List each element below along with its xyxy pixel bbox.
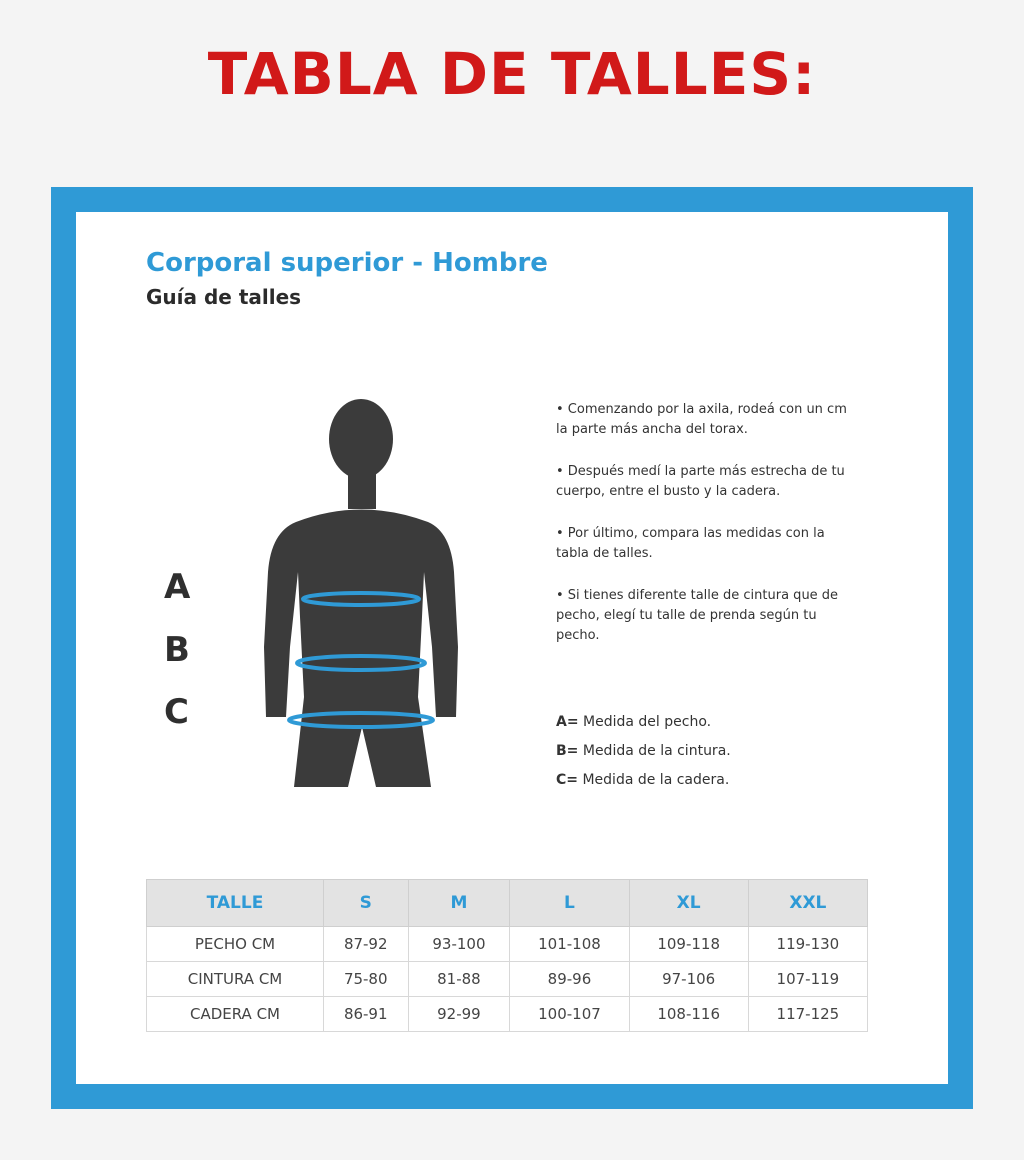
table-cell: 92-99	[408, 997, 510, 1032]
table-row	[147, 997, 868, 1032]
table-cell: 100-107	[510, 997, 629, 1032]
table-cell: 89-96	[510, 962, 629, 997]
legend-b	[556, 737, 876, 766]
legend-c-key: C=	[556, 772, 579, 788]
header-m: M	[408, 880, 510, 927]
row-label: PECHO CM	[147, 927, 324, 962]
table-cell: 108-116	[629, 997, 748, 1032]
size-table	[146, 879, 868, 1032]
measurement-legend	[556, 708, 876, 795]
table-cell: 86-91	[323, 997, 408, 1032]
row-label: CINTURA CM	[147, 962, 324, 997]
table-cell: 81-88	[408, 962, 510, 997]
legend-b-key: B=	[556, 743, 579, 759]
card-subtitle: Guía de talles	[146, 285, 302, 309]
table-cell: 97-106	[629, 962, 748, 997]
table-cell: 109-118	[629, 927, 748, 962]
legend-a-key: A=	[556, 714, 579, 730]
table-cell: 119-130	[748, 927, 867, 962]
table-cell: 93-100	[408, 927, 510, 962]
size-guide-card	[76, 212, 948, 1084]
table-row	[147, 962, 868, 997]
card-title: Corporal superior - Hombre	[146, 248, 548, 278]
page-title: TABLA DE TALLES:	[207, 40, 817, 108]
header-l: L	[510, 880, 629, 927]
instruction-1: • Comenzando por la axila, rodeá con un cm la parte más ancha del torax.	[556, 402, 847, 437]
instructions	[556, 400, 861, 668]
table-cell: 107-119	[748, 962, 867, 997]
body-silhouette	[236, 397, 496, 787]
letter-b: B	[164, 630, 190, 670]
table-cell: 87-92	[323, 927, 408, 962]
legend-b-text: Medida de la cintura.	[582, 743, 731, 759]
table-cell: 117-125	[748, 997, 867, 1032]
header-talle: TALLE	[147, 880, 324, 927]
legend-a-text: Medida del pecho.	[583, 714, 712, 730]
letter-c: C	[164, 692, 189, 732]
legend-c	[556, 766, 876, 795]
instruction-2: • Después medí la parte más estrecha de tu cuerpo, entre el busto y la cadera.	[556, 464, 845, 499]
header-xxl: XXL	[748, 880, 867, 927]
letter-a: A	[164, 567, 191, 607]
instruction-4: • Si tienes diferente talle de cintura que de pecho, elegí tu talle de prenda según tu pecho.	[556, 588, 839, 643]
legend-a	[556, 708, 876, 737]
table-cell: 101-108	[510, 927, 629, 962]
table-row	[147, 927, 868, 962]
table-header-row	[147, 880, 868, 927]
header-xl: XL	[629, 880, 748, 927]
row-label: CADERA CM	[147, 997, 324, 1032]
instruction-3: • Por último, compara las medidas con la tabla de talles.	[556, 526, 825, 561]
header-s: S	[323, 880, 408, 927]
table-cell: 75-80	[323, 962, 408, 997]
legend-c-text: Medida de la cadera.	[582, 772, 730, 788]
